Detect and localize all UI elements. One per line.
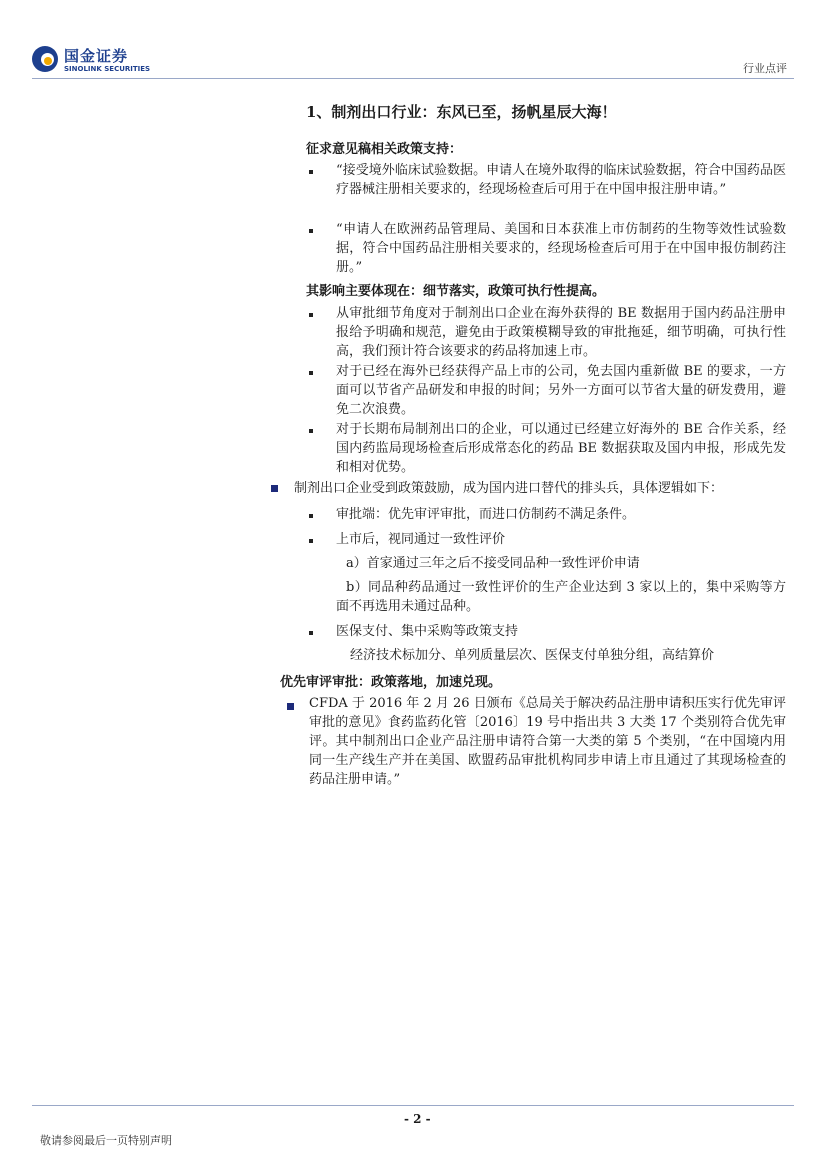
- section2-heading: 其影响主要体现在：细节落实，政策可执行性提高。: [306, 284, 606, 299]
- section2-item-2: 对于已经在海外已经获得产品上市的公司，免去国内重新做 BE 的要求，一方面可以节省产品研发和申报的时间；另外一方面可以节省大量的研发费用，避免二次浪费。: [336, 364, 786, 417]
- logo-icon-dot: [44, 57, 52, 65]
- bullet-square-icon: [271, 485, 278, 492]
- logo-text-cn: 国金证券: [64, 47, 129, 65]
- section2-item-3: 对于长期布局制剂出口的企业，可以通过已经建立好海外的 BE 合作关系，经国内药监局现场检查后形成常态化的药品 BE 数据获取及国内申报，形成先发和相对优势。: [336, 422, 786, 475]
- logo-text-en: SINOLINK SECURITIES: [64, 65, 151, 73]
- footer-divider: [32, 1105, 794, 1106]
- section3-item-3-detail: 经济技术标加分、单列质量层次、医保支付单独分组，高结算价: [350, 648, 715, 663]
- section3-item-1: 审批端：优先审评审批，而进口仿制药不满足条件。: [336, 507, 636, 522]
- section3-lead: 制剂出口企业受到政策鼓励，成为国内进口替代的排头兵，具体逻辑如下：: [294, 481, 724, 496]
- section3-item-2: 上市后，视同通过一致性评价: [336, 532, 506, 547]
- section4-body: CFDA 于 2016 年 2 月 26 日颁布《总局关于解决药品注册申请积压实行优先审评审批的意见》食药监药化管〔2016〕19 号中指出共 3 大类 17 个类别符合优先审评。其中制剂出口企业产品注册申请符合第一大类的第 5 个类别，“在中国境内用同一生产线生产并在美国、欧盟药品审批机构同步申请上市且通过了其现场检查的药品注册申请。”: [309, 696, 786, 787]
- header-divider: [32, 78, 794, 79]
- bullet-icon: [309, 170, 313, 174]
- section-title: 1、制剂出口行业：东风已至，扬帆星辰大海！: [306, 103, 617, 121]
- report-category: 行业点评: [743, 62, 787, 75]
- bullet-icon: [309, 371, 313, 375]
- section2-item-1: 从审批细节角度对于制剂出口企业在海外获得的 BE 数据用于国内药品注册申报给予明确和规范，避免由于政策模糊导致的审批拖延，细节明确，可执行性高，我们预计符合该要求的药品将加速上市。: [336, 306, 786, 359]
- disclaimer-note: 敬请参阅最后一页特别声明: [40, 1134, 172, 1147]
- bullet-icon: [309, 313, 313, 317]
- section3-item-2b: b）同品种药品通过一致性评价的生产企业达到 3 家以上的，集中采购等方面不再选用未通过品种。: [336, 580, 786, 614]
- section4-heading: 优先审评审批：政策落地，加速兑现。: [280, 675, 502, 690]
- bullet-square-icon: [287, 703, 294, 710]
- bullet-icon: [309, 514, 313, 518]
- section3-item-2a: a）首家通过三年之后不接受同品种一致性评价申请: [346, 556, 640, 571]
- section1-item-2: “申请人在欧洲药品管理局、美国和日本获准上市仿制药的生物等效性试验数据，符合中国药品注册相关要求的，经现场检查后可用于在中国申报仿制药注册。”: [336, 222, 786, 275]
- bullet-icon: [309, 539, 313, 543]
- bullet-icon: [309, 229, 313, 233]
- section1-heading: 征求意见稿相关政策支持：: [306, 142, 463, 157]
- section1-item-1: “接受境外临床试验数据。申请人在境外取得的临床试验数据，符合中国药品医疗器械注册相关要求的，经现场检查后可用于在中国申报注册申请。”: [336, 163, 786, 197]
- bullet-icon: [309, 429, 313, 433]
- bullet-icon: [309, 631, 313, 635]
- page-number: - 2 -: [404, 1112, 431, 1126]
- section3-item-3: 医保支付、集中采购等政策支持: [336, 624, 519, 639]
